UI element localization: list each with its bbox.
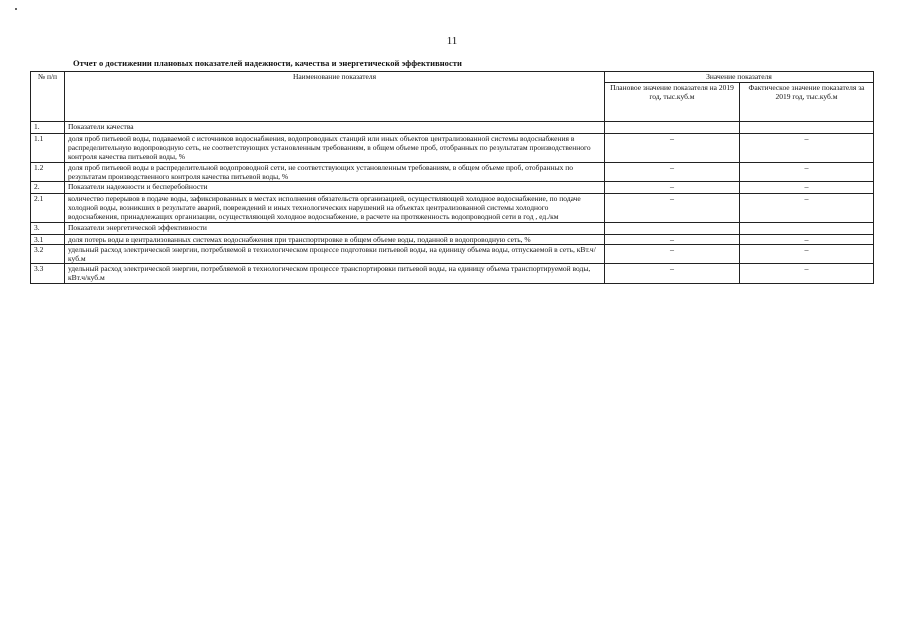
row-fact: – [740,264,874,283]
row-plan: – [605,134,740,163]
table-row [31,182,874,194]
row-num: 2. [31,182,65,194]
table-row [31,222,874,234]
row-name: Показатели качества [65,122,605,134]
header-num: № п/п [31,72,65,122]
row-name: доля проб питьевой воды в распределительной водопроводной сети, не соответствующих установленным требованиям, в общем объеме проб, отобранных по результатам производственного контроля качества питьевой воды, % [65,162,605,181]
row-plan: – [605,244,740,263]
table-row [31,162,874,181]
row-name: Показатели надежности и бесперебойности [65,182,605,194]
row-num: 2.1 [31,194,65,223]
row-name: количество перерывов в подаче воды, зафиксированных в местах исполнения обязательств организацией, осуществляющей холодное водоснабжение, по подаче холодной воды, возникших в результате аварий, повреждений и иных технологических нарушений на объектах централизованной системы холодного водоснабжения, принадлежащих организации, осуществляющей холодное водоснабжение, в расчете на протяженность водопроводной сети в год , ед./км [65,194,605,223]
row-num: 1. [31,122,65,134]
row-fact: – [740,234,874,244]
page-number: 11 [446,35,458,47]
row-plan: – [605,234,740,244]
row-fact: – [740,194,874,223]
table-row [31,264,874,283]
row-name: доля потерь воды в централизованных системах водоснабжения при транспортировке в общем объеме воды, поданной в водопроводную сеть, % [65,234,605,244]
table-row [31,234,874,244]
header-name: Наименование показателя [65,72,605,122]
row-plan: – [605,162,740,181]
document-title: Отчет о достижении плановых показателей надежности, качества и энергетической эффективности [73,58,462,68]
header-plan: Плановое значение показателя на 2019 год, тыс.куб.м [605,83,740,122]
row-plan: – [605,182,740,194]
row-num: 1.2 [31,162,65,181]
row-plan: – [605,194,740,223]
row-num: 1.1 [31,134,65,163]
row-fact: – [740,162,874,181]
row-fact: – [740,134,874,163]
header-row-top [31,72,874,83]
row-num: 3.1 [31,234,65,244]
row-plan [605,122,740,134]
header-fact: Фактическое значение показателя за 2019 год, тыс.куб.м [740,83,874,122]
indicators-table [30,71,874,284]
row-num: 3.3 [31,264,65,283]
row-fact [740,222,874,234]
table-row [31,244,874,263]
row-num: 3. [31,222,65,234]
row-name: удельный расход электрической энергии, потребляемой в технологическом процессе подготовки питьевой воды, на единицу объема воды, отпускаемой в сеть, кВт.ч/куб.м [65,244,605,263]
row-name: доля проб питьевой воды, подаваемой с источников водоснабжения, водопроводных станций или иных объектов централизованной системы водоснабжения в распределительную водопроводную сеть, не соответствующих установленным требованиям, в общем объеме проб, отобранных по результатам производственного контроля качества питьевой воды, % [65,134,605,163]
row-num: 3.2 [31,244,65,263]
scan-speck [15,8,17,10]
row-fact [740,122,874,134]
row-plan [605,222,740,234]
row-plan: – [605,264,740,283]
row-name: Показатели энергетической эффективности [65,222,605,234]
table-row [31,122,874,134]
row-name: удельный расход электрической энергии, потребляемой в технологическом процессе транспортировки питьевой воды, на единицу объема транспортируемой воды, кВт.ч/куб.м [65,264,605,283]
table-row [31,194,874,223]
row-fact: – [740,182,874,194]
header-value: Значение показателя [605,72,874,83]
table-row [31,134,874,163]
row-fact: – [740,244,874,263]
